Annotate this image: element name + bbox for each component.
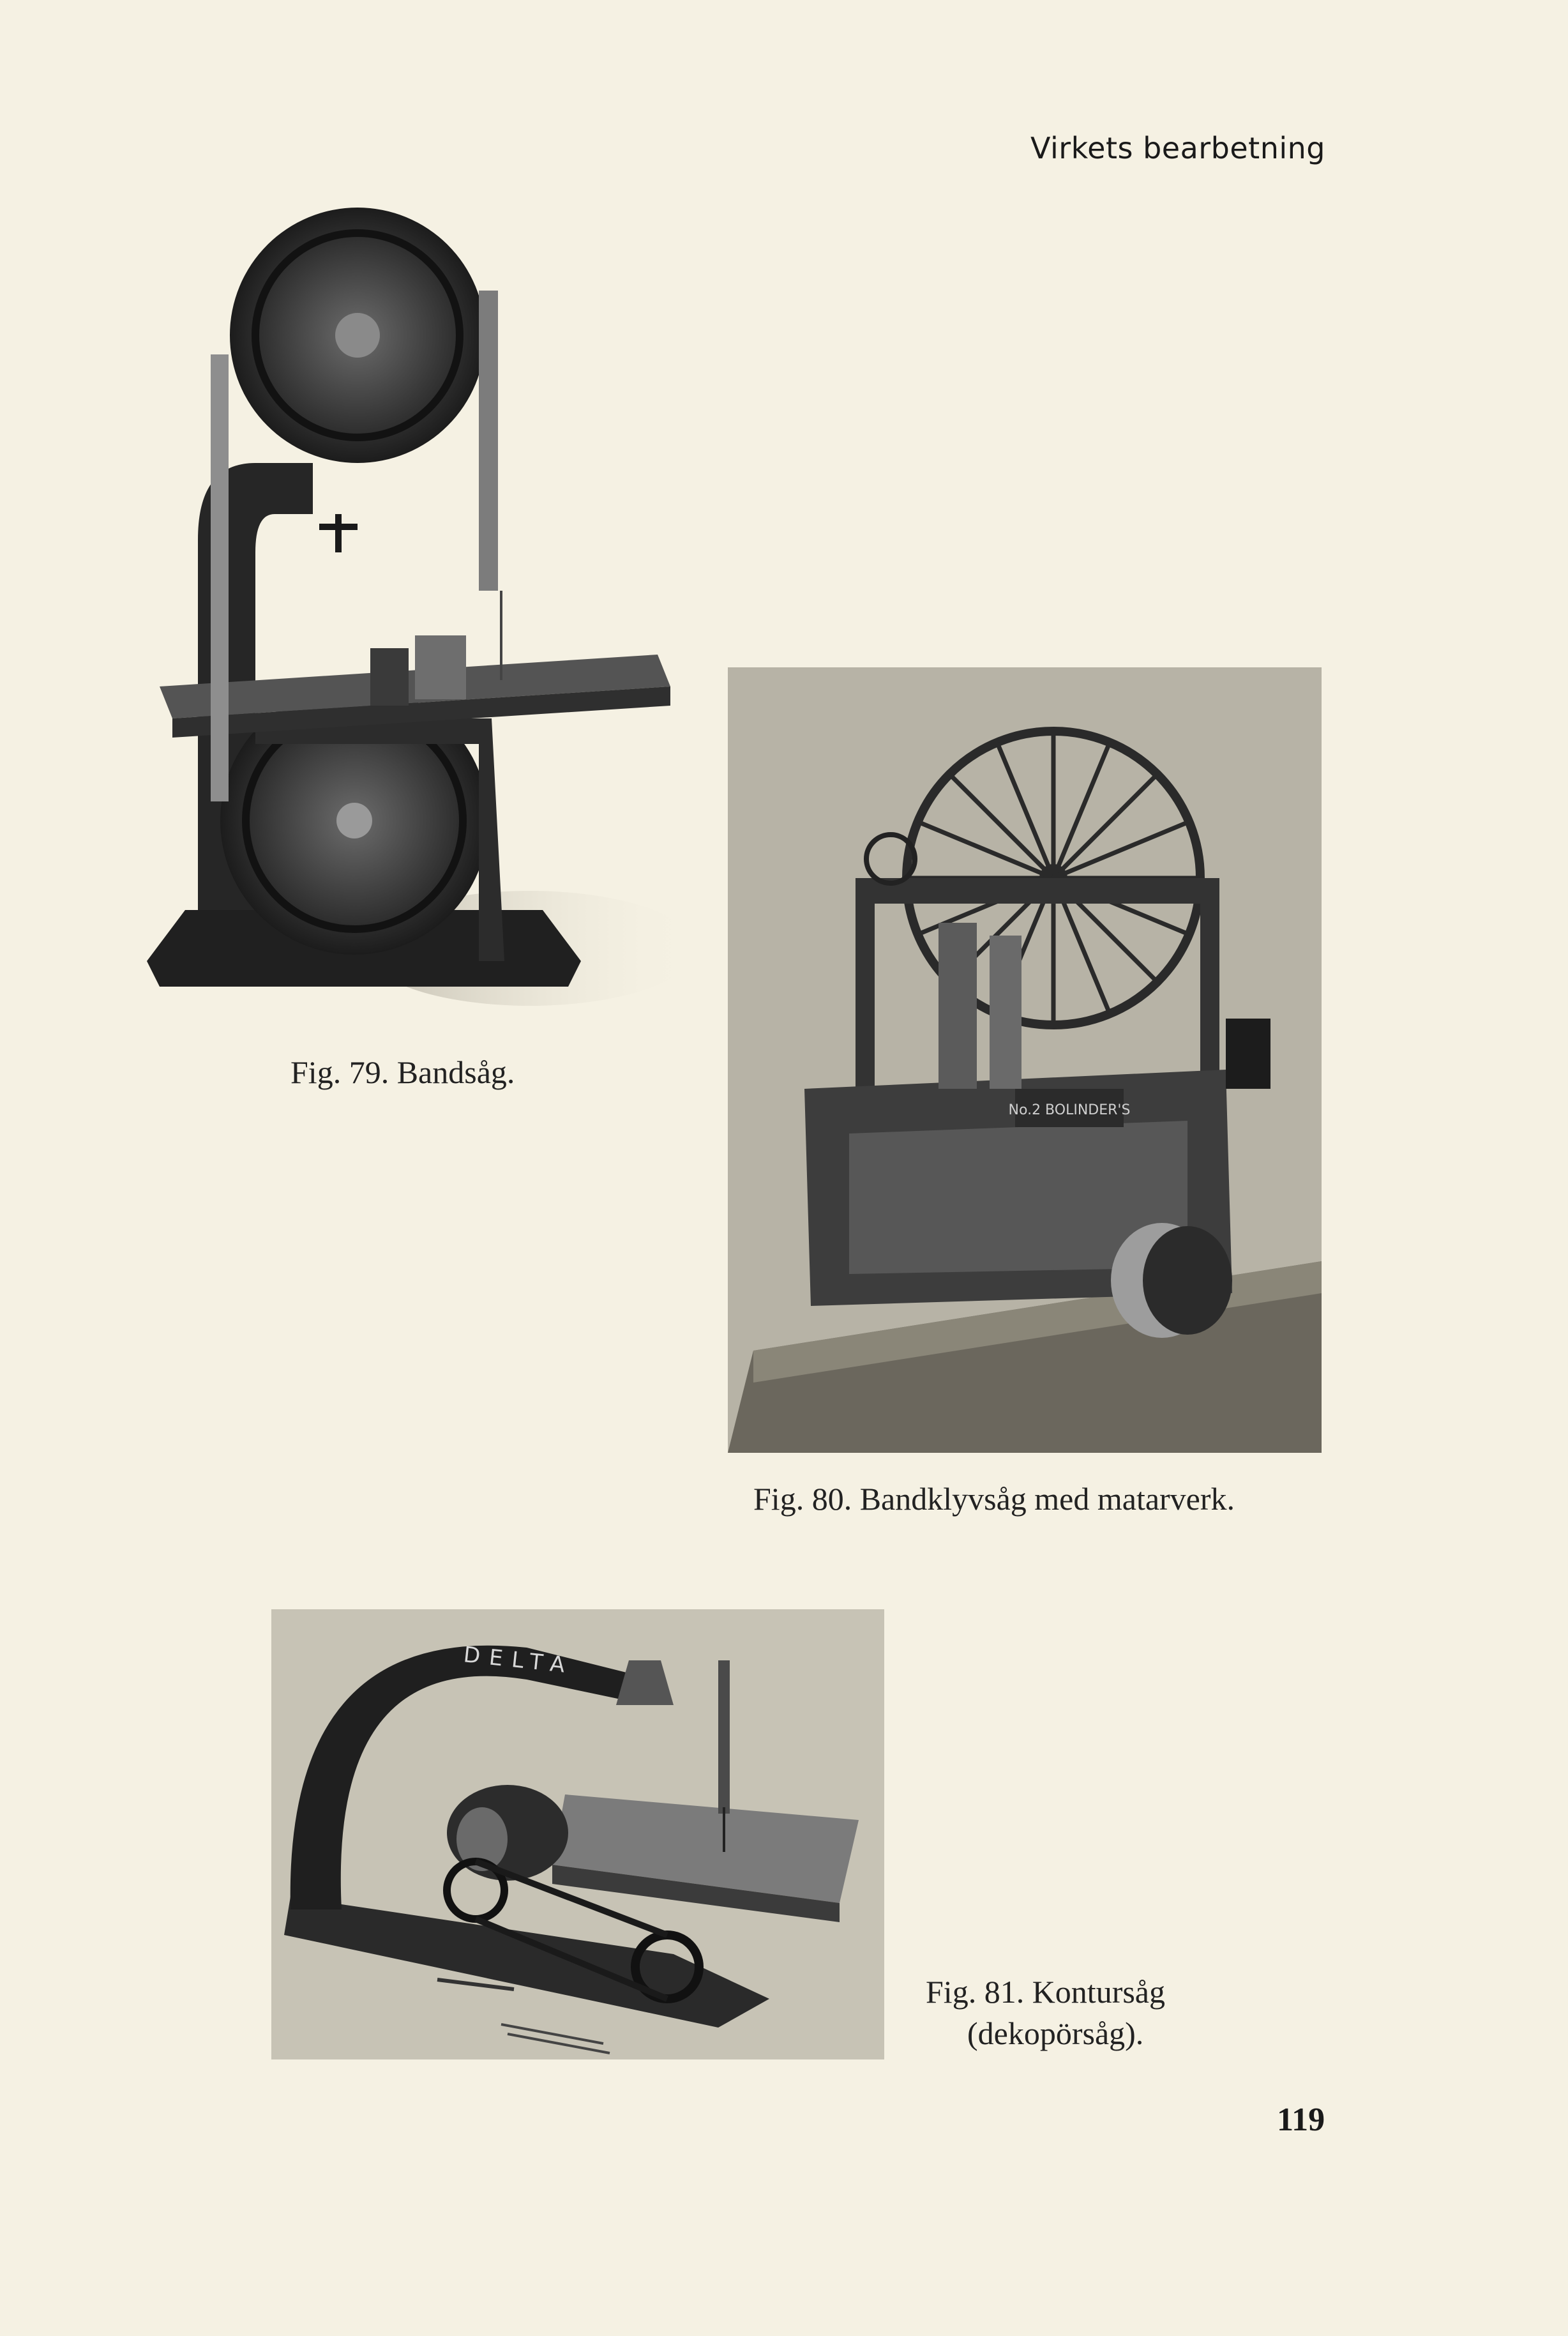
page-number: 119 xyxy=(1277,2102,1325,2138)
figure-80-caption: Fig. 80. Bandklyvsåg med matarverk. xyxy=(753,1481,1235,1517)
figure-79-caption: Fig. 79. Bandsåg. xyxy=(290,1054,515,1090)
band-saw-illustration xyxy=(147,195,690,1025)
machine-brand: DELTA xyxy=(462,1642,575,1680)
band-rip-saw-illustration xyxy=(728,667,1322,1453)
running-header: Virkets bearbetning xyxy=(1030,131,1325,165)
figure-81-caption-line2: (dekopörsåg). xyxy=(967,2015,1144,2051)
machine-nameplate: No.2 BOLINDER'S xyxy=(1008,1102,1131,1118)
scroll-saw-illustration xyxy=(271,1609,884,2059)
figure-81-caption-line1: Fig. 81. Kontursåg xyxy=(926,1974,1165,2010)
